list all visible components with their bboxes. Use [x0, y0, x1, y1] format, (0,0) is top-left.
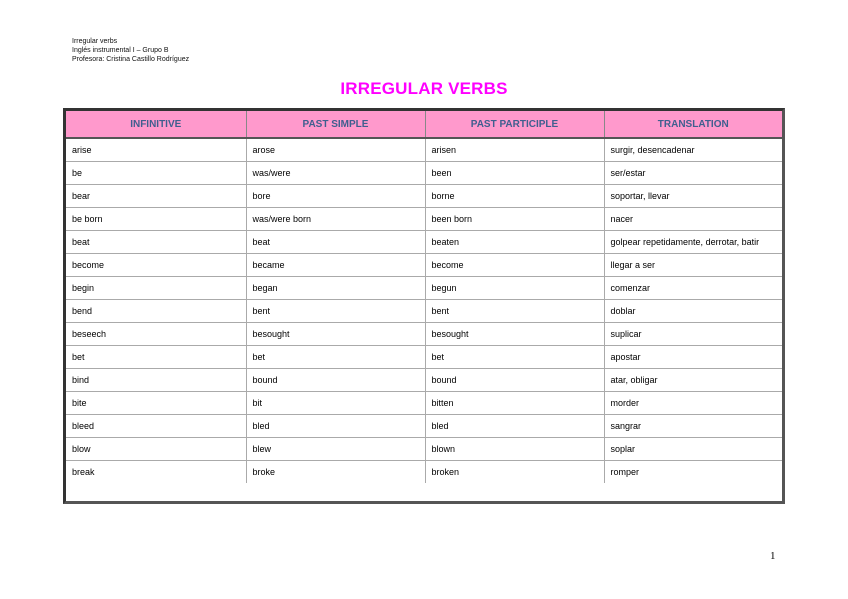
header-line-title: Irregular verbs	[72, 38, 118, 45]
cell-past-simple: bore	[246, 185, 425, 208]
cell-translation: soplar	[604, 438, 782, 461]
cell-translation: sangrar	[604, 415, 782, 438]
verbs-table-frame	[63, 108, 785, 504]
document-header	[72, 37, 189, 64]
cell-infinitive: become	[66, 254, 246, 277]
page-title: IRREGULAR VERBS	[340, 79, 508, 98]
table-row	[66, 277, 782, 300]
cell-past-participle: broken	[425, 461, 604, 484]
cell-infinitive: bend	[66, 300, 246, 323]
cell-past-simple: bled	[246, 415, 425, 438]
column-header-past-simple: PAST SIMPLE	[246, 111, 425, 138]
table-row	[66, 415, 782, 438]
header-line-course: Inglés instrumental I – Grupo B	[72, 47, 169, 54]
cell-past-participle: blown	[425, 438, 604, 461]
cell-infinitive: beseech	[66, 323, 246, 346]
cell-past-simple: broke	[246, 461, 425, 484]
cell-translation: nacer	[604, 208, 782, 231]
cell-infinitive: be born	[66, 208, 246, 231]
table-row	[66, 138, 782, 162]
cell-infinitive: bear	[66, 185, 246, 208]
cell-translation: comenzar	[604, 277, 782, 300]
table-row	[66, 231, 782, 254]
cell-past-participle: bent	[425, 300, 604, 323]
cell-infinitive: begin	[66, 277, 246, 300]
cell-translation: golpear repetidamente, derrotar, batir	[604, 231, 782, 254]
table-row	[66, 162, 782, 185]
cell-past-participle: begun	[425, 277, 604, 300]
cell-translation: llegar a ser	[604, 254, 782, 277]
column-header-past-participle: PAST PARTICIPLE	[425, 111, 604, 138]
cell-translation: romper	[610, 467, 640, 477]
cell-past-participle: beaten	[425, 231, 604, 254]
cell-translation: atar, obligar	[604, 369, 782, 392]
page-number: 1	[770, 550, 776, 562]
table-header-row	[66, 111, 782, 138]
cell-past-simple: besought	[246, 323, 425, 346]
cell-infinitive: blow	[66, 438, 246, 461]
cell-past-participle: become	[425, 254, 604, 277]
irregular-verbs-table	[66, 111, 782, 483]
table-row	[66, 438, 782, 461]
cell-past-simple: was/were	[246, 162, 425, 185]
table-row	[66, 185, 782, 208]
cell-infinitive: be	[66, 162, 246, 185]
cell-translation: apostar	[604, 346, 782, 369]
cell-past-simple: bent	[246, 300, 425, 323]
cell-past-participle: borne	[425, 185, 604, 208]
cell-past-participle: been born	[425, 208, 604, 231]
cell-infinitive: arise	[66, 138, 246, 162]
cell-past-participle: bound	[425, 369, 604, 392]
table-row	[66, 323, 782, 346]
cell-translation: suplicar	[604, 323, 782, 346]
cell-past-simple: bet	[246, 346, 425, 369]
cell-infinitive: bleed	[66, 415, 246, 438]
cell-infinitive: beat	[66, 231, 246, 254]
header-line-teacher: Profesora: Cristina Castillo Rodríguez	[72, 56, 190, 63]
table-body	[66, 138, 782, 483]
table-row	[66, 346, 782, 369]
cell-past-simple: was/were born	[246, 208, 425, 231]
cell-translation: ser/estar	[604, 162, 782, 185]
cell-translation: doblar	[604, 300, 782, 323]
cell-past-participle: arisen	[425, 138, 604, 162]
cell-infinitive: bite	[66, 392, 246, 415]
cell-past-participle: been	[425, 162, 604, 185]
cell-infinitive: break	[66, 461, 246, 484]
cell-past-simple: began	[246, 277, 425, 300]
cell-translation: soportar, llevar	[604, 185, 782, 208]
column-header-translation: TRANSLATION	[604, 111, 782, 138]
column-header-infinitive: INFINITIVE	[66, 111, 246, 138]
cell-past-simple: became	[246, 254, 425, 277]
table-row	[66, 208, 782, 231]
table-row	[66, 369, 782, 392]
cell-translation: morder	[604, 392, 782, 415]
table-row	[66, 392, 782, 415]
cell-past-participle: besought	[425, 323, 604, 346]
cell-past-participle: bet	[425, 346, 604, 369]
table-row	[66, 300, 782, 323]
table-row	[66, 254, 782, 277]
cell-past-simple: bound	[246, 369, 425, 392]
cell-past-participle: bled	[425, 415, 604, 438]
cell-past-simple: arose	[246, 138, 425, 162]
cell-past-simple: blew	[246, 438, 425, 461]
cell-past-simple: bit	[246, 392, 425, 415]
cell-past-simple: beat	[246, 231, 425, 254]
cell-past-participle: bitten	[425, 392, 604, 415]
cell-infinitive: bet	[66, 346, 246, 369]
cell-infinitive: bind	[66, 369, 246, 392]
table-row	[66, 461, 782, 484]
cell-translation: surgir, desencadenar	[604, 138, 782, 162]
